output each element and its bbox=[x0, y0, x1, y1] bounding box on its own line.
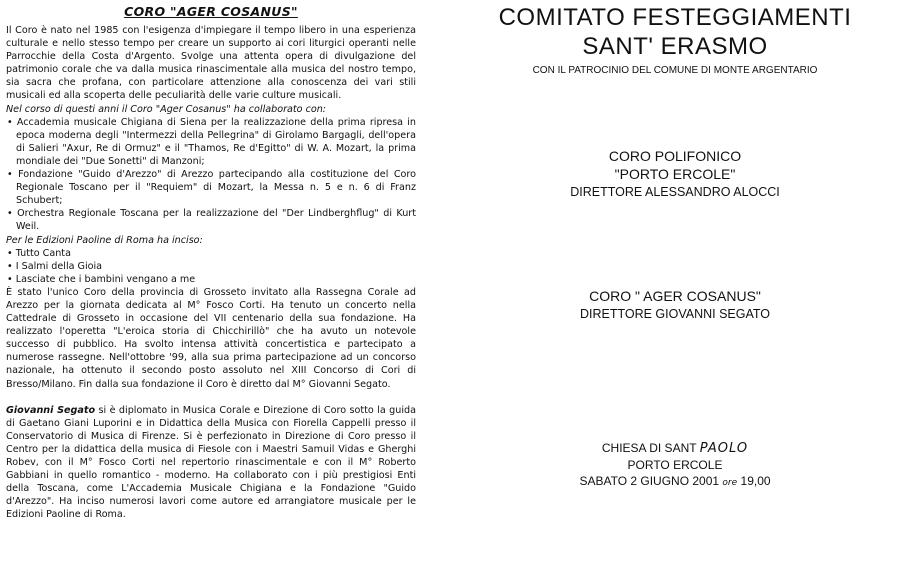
right-page bbox=[450, 0, 900, 581]
collaborations-heading: Nel corso di questi anni il Coro "Ager Cosanus" ha collaborato con: bbox=[6, 103, 327, 115]
recording-item: • Tutto Canta bbox=[7, 247, 71, 259]
choir2-director: DIRETTORE GIOVANNI SEGATO bbox=[579, 307, 771, 321]
director-bio bbox=[6, 404, 416, 522]
venue-line bbox=[450, 441, 900, 456]
choir1-director: DIRETTORE ALESSANDRO ALOCCI bbox=[570, 185, 780, 199]
recording-item-text: Tutto Canta bbox=[15, 247, 71, 259]
left-page bbox=[6, 4, 416, 578]
choir1-subtitle: "PORTO ERCOLE" bbox=[614, 166, 736, 182]
collab-item-text: Orchestra Regionale Toscana per la realizzazione del "Der Lindberghflug" di Kurt Weil. bbox=[16, 208, 416, 233]
director-name: Giovanni Segato bbox=[6, 404, 96, 416]
recording-item-text: Lasciate che i bambini vengano a me bbox=[15, 273, 196, 285]
history-paragraph: È stato l'unico Coro della provincia di Grosseto invitato alla Rassegna Corale ad Arezzo per la giornata dedicata al M° Fosco Corti. Ha tenuto un concerto nella Cattedrale di Grosseto in occasione del VII centenario della sua fondazione. Ha realizzato l'operetta "L'eroica storia di Chicchirillò" che ha avuto un notevole successo di pubblico. Ha svolto intensa attività concertistica e partecipato a numerose rassegne. Nell'ottobre '99, alla sua prima partecipazione ad un concorso nazionale, ha ottenuto il secondo posto assoluto nel XIII Concorso di Cori di Bresso/Milano. Fin dalla sua fondazione il Coro è diretto dal M° Giovanni Segato. bbox=[6, 286, 416, 390]
choir2-name: CORO " AGER COSANUS" bbox=[589, 288, 761, 304]
choir-title: CORO "AGER COSANUS" bbox=[124, 4, 298, 19]
venue-handwritten: PAOLO bbox=[699, 441, 749, 456]
choir1-name: CORO POLIFONICO bbox=[608, 148, 742, 164]
date-line bbox=[450, 474, 900, 488]
patronage-line: CON IL PATROCINIO DEL COMUNE DI MONTE ARGENTARIO bbox=[532, 65, 818, 76]
event-date: SABATO 2 GIUGNO 2001 bbox=[579, 474, 720, 488]
collab-item: • Orchestra Regionale Toscana per la realizzazione del "Der Lindberghflug" di Kurt Weil. bbox=[7, 208, 416, 233]
recordings-heading: Per le Edizioni Paoline di Roma ha inciso: bbox=[6, 234, 203, 246]
collab-item-text: Fondazione "Guido d'Arezzo" di Arezzo partecipando alla costituzione del Coro Regionale Toscano per il "Requiem" di Mozart, la Messa n. 5 e n. 6 di Franz Schubert; bbox=[16, 169, 416, 207]
town-line: PORTO ERCOLE bbox=[627, 458, 723, 472]
committee-subtitle: SANT' ERASMO bbox=[582, 33, 768, 60]
committee-title: COMITATO FESTEGGIAMENTI bbox=[498, 4, 852, 31]
time-prefix: ore bbox=[722, 478, 738, 488]
recording-item: • I Salmi della Gioia bbox=[7, 260, 103, 272]
collab-item: • Accademia musicale Chigiana di Siena per la realizzazione della prima ripresa in epoca moderna degli "Intermezzi della Pellegrina" di Girolamo Bargagli, dell'opera di Salieri "Axur, Re di Ormuz" e il "Thamos, Re d'Egitto" di W. A. Mozart, la prima mondiale dei "Due Sonetti" di Manzoni; bbox=[7, 116, 416, 167]
recording-item-text: I Salmi della Gioia bbox=[15, 260, 103, 272]
collab-item: • Fondazione "Guido d'Arezzo" di Arezzo partecipando alla costituzione del Coro Regionale Toscano per il "Requiem" di Mozart, la Messa n. 5 e n. 6 di Franz Schubert; bbox=[7, 169, 416, 207]
venue-prefix: CHIESA DI SANT bbox=[601, 441, 697, 455]
collab-item-text: Accademia musicale Chigiana di Siena per la realizzazione della prima ripresa in epoca moderna degli "Intermezzi della Pellegrina" di Girolamo Bargagli, dell'opera di Salieri "Axur, Re di Ormuz" e il "Thamos, Re d'Egitto" di W. A. Mozart, la prima mondiale dei "Due Sonetti" di Manzoni; bbox=[16, 116, 416, 167]
recording-item: • Lasciate che i bambini vengano a me bbox=[7, 273, 196, 285]
director-bio-text: si è diplomato in Musica Corale e Direzione di Coro sotto la guida di Gaetano Giani Luporini e in Didattica della Musica con Fiorella Cappelli presso il Conservatorio di Musica di Firenze. Si è perfezionato in Direzione di Coro presso il Centro per la didattica della musica di Fiesole con i Maestri Samuil Vidas e Gherghi Robev, con il M° Fosco Corti nel repertorio rinascimentale e con il M° Roberto Gabbiani in quello romantico - moderno. Ha collaborato con i più prestigiosi Enti della Toscana, come L'Accademia Musicale Chigiana e la Fondazione "Guido d'Arezzo". Ha inciso numerosi lavori come autore ed arrangiatore musicale per le Edizioni Paoline di Roma. bbox=[6, 404, 416, 521]
intro-paragraph: Il Coro è nato nel 1985 con l'esigenza d'impiegare il tempo libero in una esperienza culturale e nello stesso tempo per creare un supporto ai cori liturgici operanti nelle Parrocchie della Costa d'Argento. Svolge una attenta opera di divulgazione del patrimonio corale che va dalla musica rinascimentale alla musica del nostro tempo, sia sacra che profana, con particolare attenzione alla conoscenza dei vari stili musicali ed alla scoperta delle peculiarità delle varie culture musicali. bbox=[6, 25, 416, 102]
event-time: 19,00 bbox=[740, 474, 771, 488]
